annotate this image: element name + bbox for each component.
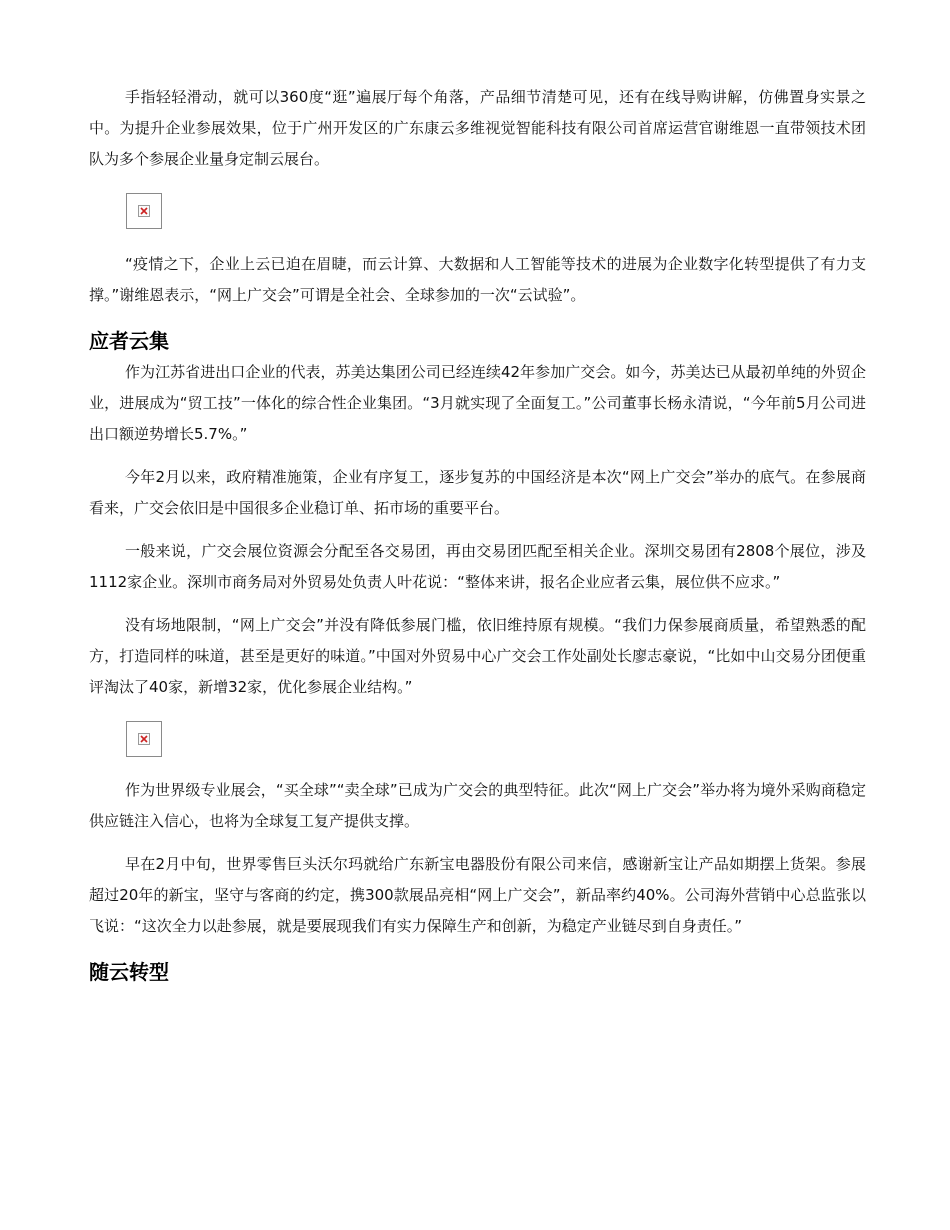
broken-image-icon — [138, 205, 150, 217]
broken-image-placeholder — [126, 193, 162, 229]
broken-image-placeholder — [126, 721, 162, 757]
broken-image-icon — [138, 733, 150, 745]
article-body — [89, 82, 866, 988]
paragraph: 早在2月中旬，世界零售巨头沃尔玛就给广东新宝电器股份有限公司来信，感谢新宝让产品如期摆上货架。参展超过20年的新宝，坚守与客商的约定，携300款展品亮相“网上广交会”，新品率约40%。公司海外营销中心总监张以飞说：“这次全力以赴参展，就是要展现我们有实力保障生产和创新，为稳定产业链尽到自身责任。” — [89, 855, 866, 935]
paragraph: 作为江苏省进出口企业的代表，苏美达集团公司已经连续42年参加广交会。如今，苏美达已从最初单纯的外贸企业，进展成为“贸工技”一体化的综合性企业集团。“3月就实现了全面复工。”公司董事长杨永清说，“今年前5月公司进出口额逆势增长5.7%。” — [89, 363, 866, 443]
paragraph: “疫情之下，企业上云已迫在眉睫，而云计算、大数据和人工智能等技术的进展为企业数字化转型提供了有力支撑。”谢维恩表示，“网上广交会”可谓是全社会、全球参加的一次“云试验”。 — [89, 255, 866, 304]
paragraph: 手指轻轻滑动，就可以360度“逛”遍展厅每个角落，产品细节清楚可见，还有在线导购讲解，仿佛置身实景之中。为提升企业参展效果，位于广州开发区的广东康云多维视觉智能科技有限公司首席运营官谢维恩一直带领技术团队为多个参展企业量身定制云展台。 — [89, 88, 866, 168]
paragraph: 没有场地限制，“网上广交会”并没有降低参展门槛，依旧维持原有规模。“我们力保参展商质量，希望熟悉的配方，打造同样的味道，甚至是更好的味道。”中国对外贸易中心广交会工作处副处长廖志豪说，“比如中山交易分团便重评淘汰了40家，新增32家，优化参展企业结构。” — [89, 616, 866, 696]
section-heading: 随云转型 — [89, 960, 169, 984]
paragraph: 今年2月以来，政府精准施策，企业有序复工，逐步复苏的中国经济是本次“网上广交会”举办的底气。在参展商看来，广交会依旧是中国很多企业稳订单、拓市场的重要平台。 — [89, 468, 866, 517]
paragraph: 作为世界级专业展会，“买全球”“卖全球”已成为广交会的典型特征。此次“网上广交会”举办将为境外采购商稳定供应链注入信心，也将为全球复工复产提供支撑。 — [89, 781, 866, 830]
paragraph: 一般来说，广交会展位资源会分配至各交易团，再由交易团匹配至相关企业。深圳交易团有2808个展位，涉及1112家企业。深圳市商务局对外贸易处负责人叶花说：“整体来讲，报名企业应者云集，展位供不应求。” — [89, 542, 866, 591]
section-heading: 应者云集 — [89, 329, 169, 353]
